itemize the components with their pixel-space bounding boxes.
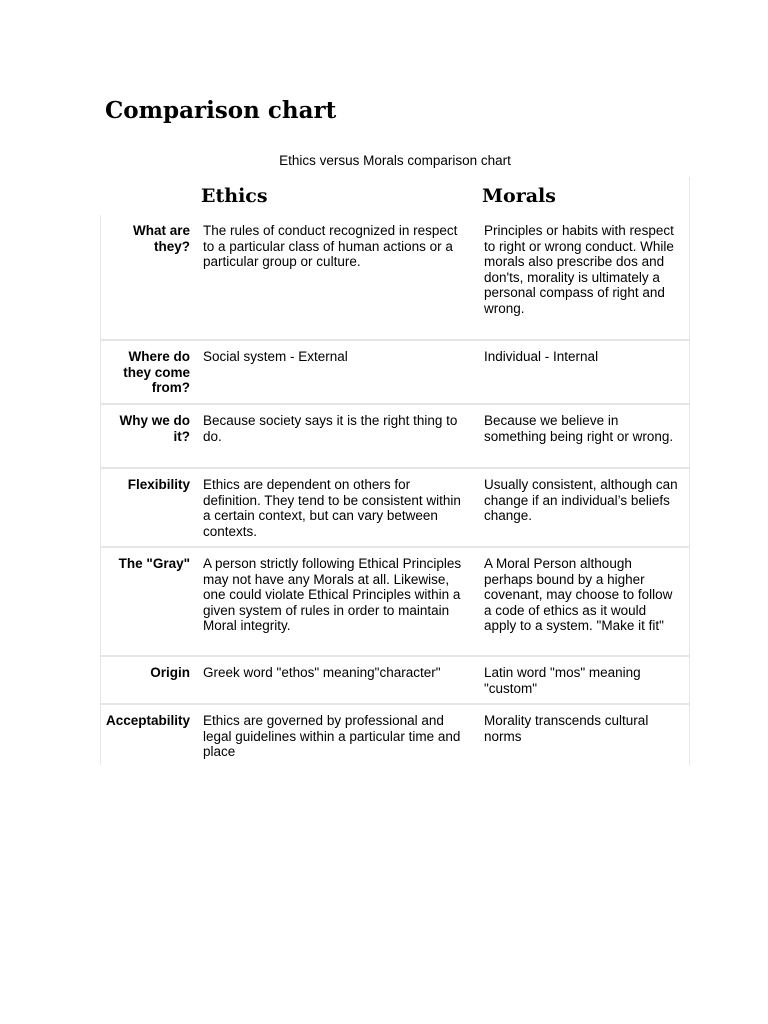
row-label: Where do they come from? — [123, 349, 190, 395]
table-row-flexibility — [100, 467, 689, 546]
row-label: The "Gray" — [118, 556, 190, 571]
table-row-acceptability — [100, 703, 689, 765]
page-heading: Comparison chart — [105, 97, 337, 124]
table-header — [100, 177, 689, 215]
ethics-cell: Greek word "ethos" meaning"character" — [203, 665, 441, 680]
ethics-cell: Ethics are dependent on others for definition. They tend to be consistent within a certain context, but can vary between contexts. — [203, 477, 461, 539]
ethics-cell: A person strictly following Ethical Principles may not have any Morals at all. Likewise, one could violate Ethical Principles within a given system of rules in order to maintain Moral integrity. — [203, 556, 462, 633]
table-row-origin — [100, 655, 689, 703]
morals-cell: Usually consistent, although can change if an individual’s beliefs change. — [484, 477, 678, 523]
row-label: What are they? — [132, 223, 190, 254]
morals-cell: Because we believe in something being right or wrong. — [484, 413, 674, 444]
morals-cell: Individual - Internal — [484, 349, 599, 364]
morals-cell: A Moral Person although perhaps bound by a higher covenant, may choose to follow a code of ethics as it would apply to a system. "Make it fit" — [484, 556, 673, 633]
ethics-cell: Social system - External — [203, 349, 348, 364]
ethics-cell: The rules of conduct recognized in respect to a particular class of human actions or a particular group or culture. — [203, 223, 458, 269]
row-label: Acceptability — [105, 713, 190, 728]
ethics-cell: Because society says it is the right thing to do. — [203, 413, 458, 444]
morals-cell: Morality transcends cultural norms — [484, 713, 649, 744]
row-label: Why we do it? — [119, 413, 190, 444]
column-header-morals: Morals — [482, 185, 556, 207]
table-row-where-from — [100, 339, 689, 403]
morals-cell: Principles or habits with respect to right or wrong conduct. While morals also prescribe dos and don'ts, morality is ultimately a personal compass of right and wrong. — [484, 223, 674, 316]
ethics-cell: Ethics are governed by professional and legal guidelines within a particular time and place — [203, 713, 461, 759]
row-label: Origin — [150, 665, 190, 680]
table-row-what-are-they — [100, 215, 689, 339]
comparison-table — [100, 177, 690, 765]
table-row-the-gray — [100, 546, 689, 655]
column-header-ethics: Ethics — [201, 185, 268, 207]
table-caption: Ethics versus Morals comparison chart — [279, 153, 511, 168]
morals-cell: Latin word "mos" meaning "custom" — [484, 665, 641, 696]
row-label: Flexibility — [127, 477, 190, 492]
table-row-why-we-do-it — [100, 403, 689, 467]
